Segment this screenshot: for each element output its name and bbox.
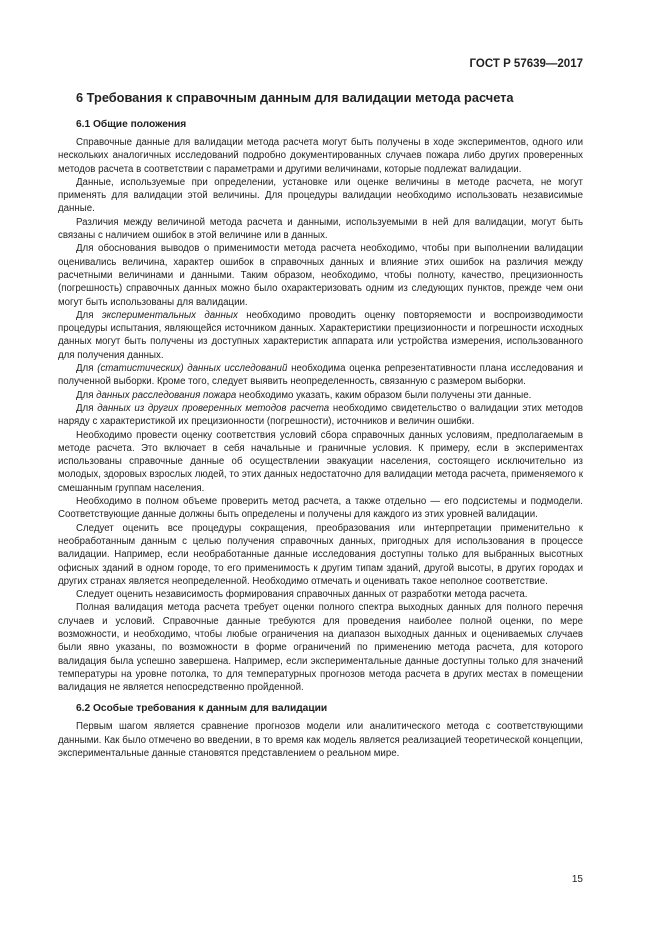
emphasis-text: экспериментальных данных	[101, 309, 238, 321]
paragraph	[58, 309, 583, 362]
paragraph: Данные, используемые при определении, установке или оценке величины в методе расчета, не могут применять для валидации этой величины. Для процедуры валидации необходимо использовать независимые данные.	[58, 176, 583, 215]
paragraph: Необходимо в полном объеме проверить метод расчета, а также отдельно — его подсистемы и подмодели. Соответствующие данные должны быть определены и получены для каждого из этих уровней валидации.	[58, 496, 583, 521]
paragraph-text: необходимо свидетельство о валидации этих методов наряду с характеристикой их прецизионности (погрешности), источников и величин ошибки.	[58, 402, 583, 428]
paragraph-text: необходимо проводить оценку повторяемости и воспроизводимости процедуры испытания, являющейся источником данных. Характеристики прецизионности и погрешности исходных данных могут быть получены из доступных характеристик аппарата или устройства измерения, использованного для получения данных.	[58, 309, 583, 361]
page-number: 15	[571, 874, 583, 885]
subsection-title-6-2: 6.2 Особые требования к данным для валидации	[76, 703, 328, 715]
paragraph: Различия между величиной метода расчета и данными, используемыми в ней для валидации, могут быть связаны с наличием ошибок в этой величине или в данных.	[58, 216, 583, 242]
paragraph-text: необходима оценка репрезентативности плана исследования и полученной выборки. Кроме того, следует выявить неопределенность, связанную с размером выборки.	[58, 363, 584, 388]
subsection-title-6-1: 6.1 Общие положения	[76, 119, 187, 130]
paragraph-text: Для	[76, 389, 97, 401]
page-body	[58, 90, 583, 760]
paragraph: Для обоснования выводов о применимости метода расчета необходимо, чтобы при выполнении валидации оценивались величина, характер ошибок в справочных данных и влияние этих ошибок на различия между расчетными величинами и данными. Таким образом, необходимо, чтобы полноту, качество, прецизионность (погрешность) справочных данных можно было охарактеризовать одним из следующих пунктов, прежде чем они могут быть использованы для валидации.	[58, 243, 583, 308]
emphasis-text: (статистических) данных исследований	[97, 363, 288, 375]
paragraph	[58, 402, 583, 429]
document-header: ГОСТ Р 57639—2017	[469, 58, 583, 70]
paragraph: Первым шагом является сравнение прогнозов модели или аналитического метода с соответствующими данными. Как было отмечено во введении, в то время как модель является реализацией теоретической концепции, экспериментальные данные становятся представлением о реальном мире.	[58, 721, 583, 760]
paragraph: Следует оценить независимость формирования справочных данных от разработки метода расчета.	[76, 589, 528, 601]
paragraph: Необходимо провести оценку соответствия условий сбора справочных данных условиям, предполагаемым в методе расчета. Это включает в себя начальные и граничные условия. К примеру, если в экспериментах использованы справочные данные об осуществлении эвакуации населения, состоящего исключительно из молодых, здоровых взрослых людей, то этих данных недостаточно для валидации метода расчета, применяемого к смешанным группам населения.	[58, 429, 583, 494]
paragraph: Полная валидация метода расчета требует оценки полного спектра выходных данных для полного перечня случаев и условий. Справочные данные требуются для проведения наиболее полной оценки, по мере возможности, и необходимо, чтобы любые ограничения на диапазон выходных данных и оцениваемых случаев были явно указаны, по возможности в форме ограничений по применению метода расчета, для которого валидация была успешно завершена. Например, если экспериментальные данные доступны только для значений температуры на уровне потолка, то для температурных прогнозов метода расчета в других местах в помещении валидация не является непосредственно пройденной.	[58, 602, 583, 694]
paragraph: Справочные данные для валидации метода расчета могут быть получены в ходе экспериментов, одного или нескольких аналогичных исследований подробно документированных случаев пожара либо других проверенных методов расчета в соответствии с параметрами и другими величинами, которые подлежат валидации.	[58, 137, 583, 175]
emphasis-text: данных из других проверенных методов расчета	[97, 402, 330, 414]
paragraph-text: Для	[76, 309, 102, 321]
paragraph: Следует оценить все процедуры сокращения, преобразования или интерпретации применительно к необработанным данным с целью получения справочных данных, пригодных для использования в процессе валидации. Например, если необработанные данные исследования доступны только для выбранных высотных офисных зданий в одном городе, то его применимость к другим типам зданий, другой высоты, в других городах и других странах является неопределенной. Необходимо отмечать и оценивать такое неполное соответствие.	[58, 522, 583, 587]
emphasis-text: данных расследования пожара	[96, 389, 237, 401]
paragraph-text: Для	[76, 402, 98, 414]
section-title: 6 Требования к справочным данным для валидации метода расчета	[76, 90, 514, 105]
paragraph	[58, 362, 583, 389]
paragraph-text: Для	[76, 363, 98, 375]
paragraph	[58, 389, 583, 402]
paragraph-text: необходимо указать, каким образом были получены эти данные.	[236, 389, 532, 401]
